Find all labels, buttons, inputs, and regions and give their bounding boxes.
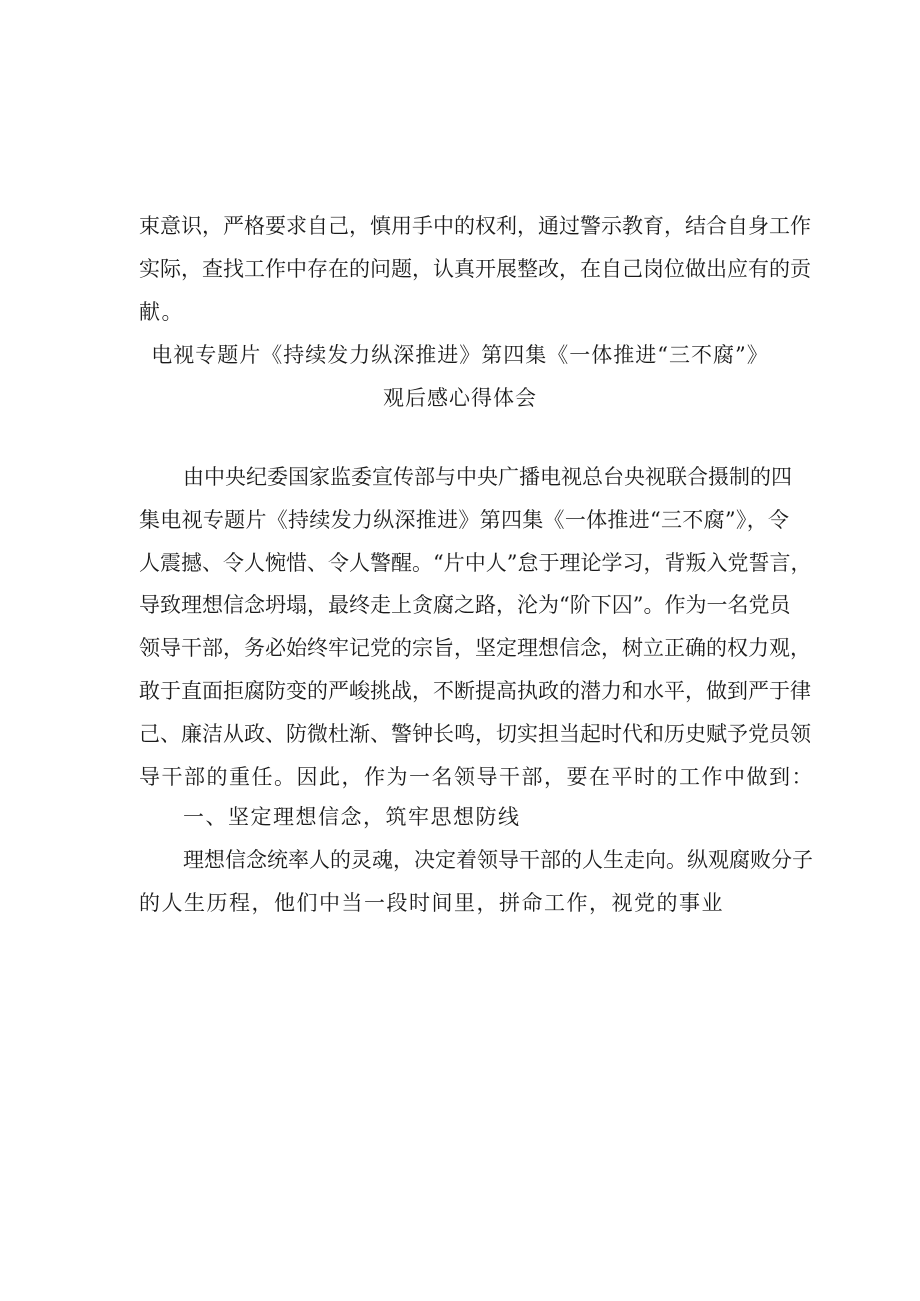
- paragraph-line: 导干部的重任。因此，作为一名领导干部，要在平时的工作中做到：: [139, 765, 814, 789]
- paragraph-line: 实际，查找工作中存在的问题，认真开展整改，在自己岗位做出应有的贡: [139, 257, 811, 281]
- paragraph-line: 导致理想信念坍塌，最终走上贪腐之路，沦为“阶下囚”。作为一名党员: [139, 593, 791, 617]
- paragraph-line: 理想信念统率人的灵魂，决定着领导干部的人生走向。纵观腐败分子: [183, 848, 813, 872]
- document-title: 电视专题片《持续发力纵深推进》第四集《一体推进“三不腐”》: [151, 343, 769, 367]
- paragraph-line: 集电视专题片《持续发力纵深推进》第四集《一体推进“三不腐”》，令: [139, 508, 789, 532]
- document-subtitle: 观后感心得体会: [383, 386, 537, 410]
- paragraph-line: 献。: [139, 300, 184, 324]
- paragraph-line: 己、廉洁从政、防微杜渐、警钟长鸣，切实担当起时代和历史赋予党员领: [139, 722, 811, 746]
- paragraph-line: 束意识，严格要求自己，慎用手中的权利，通过警示教育，结合自身工作: [139, 214, 811, 238]
- section-heading: 一、坚定理想信念，筑牢思想防线: [183, 805, 521, 829]
- paragraph-line: 领导干部，务必始终牢记党的宗旨，坚定理想信念，树立正确的权力观，: [139, 636, 811, 660]
- paragraph-line: 的人生历程，他们中当一段时间里，拼命工作，视党的事业: [139, 891, 724, 915]
- paragraph-line: 敢于直面拒腐防变的严峻挑战，不断提高执政的潜力和水平，做到严于律: [139, 679, 811, 703]
- paragraph-line: 由中央纪委国家监委宣传部与中央广播电视总台央视联合摄制的四: [183, 465, 792, 489]
- paragraph-line: 人震撼、令人惋惜、令人警醒。“片中人”怠于理论学习，背叛入党誓言，: [139, 551, 812, 575]
